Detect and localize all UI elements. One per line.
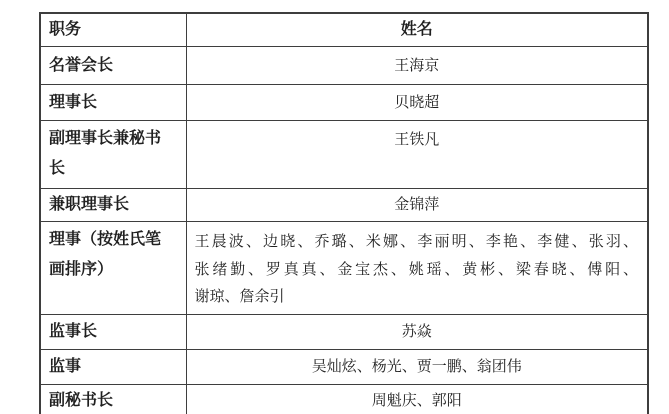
names-cell: 贝晓超 (186, 85, 648, 121)
names-line: 张绪勤、罗真真、金宝杰、姚瑶、黄彬、梁春晓、傅阳、 (194, 261, 638, 278)
table-row (40, 47, 648, 85)
names-line: 王晨波、边晓、乔璐、米娜、李丽明、李艳、李健、张羽、 (194, 234, 638, 250)
position-cell: 理事长 (40, 85, 186, 121)
table-row (40, 121, 648, 189)
header-name-cell: 姓名 (186, 13, 648, 47)
table-row (40, 349, 648, 384)
names-cell: 周魁庆、郭阳 (186, 384, 648, 414)
position-cell: 兼职理事长 (40, 189, 186, 222)
names-cell: 王海京 (186, 47, 648, 85)
officers-table (39, 12, 649, 414)
position-cell: 名誉会长 (40, 47, 186, 85)
position-cell: 监事 (40, 349, 186, 384)
table-row (40, 222, 648, 315)
names-cell: 苏焱 (186, 314, 648, 349)
header-position-cell: 职务 (40, 13, 186, 47)
names-cell (186, 222, 648, 315)
table-row (40, 189, 648, 222)
position-cell: 监事长 (40, 314, 186, 349)
names-cell: 王铁凡 (186, 121, 648, 189)
position-cell: 理事（按姓氏笔画排序） (40, 222, 186, 315)
position-cell: 副理事长兼秘书长 (40, 121, 186, 189)
table-row (40, 384, 648, 414)
table-row (40, 314, 648, 349)
document-page (0, 12, 669, 414)
names-cell: 金锦萍 (186, 189, 648, 222)
names-cell: 吴灿炫、杨光、贾一鹏、翁团伟 (186, 349, 648, 384)
table-row (40, 85, 648, 121)
names-line: 谢琼、詹余引 (194, 289, 285, 305)
position-cell: 副秘书长 (40, 384, 186, 414)
table-header-row (40, 13, 648, 47)
